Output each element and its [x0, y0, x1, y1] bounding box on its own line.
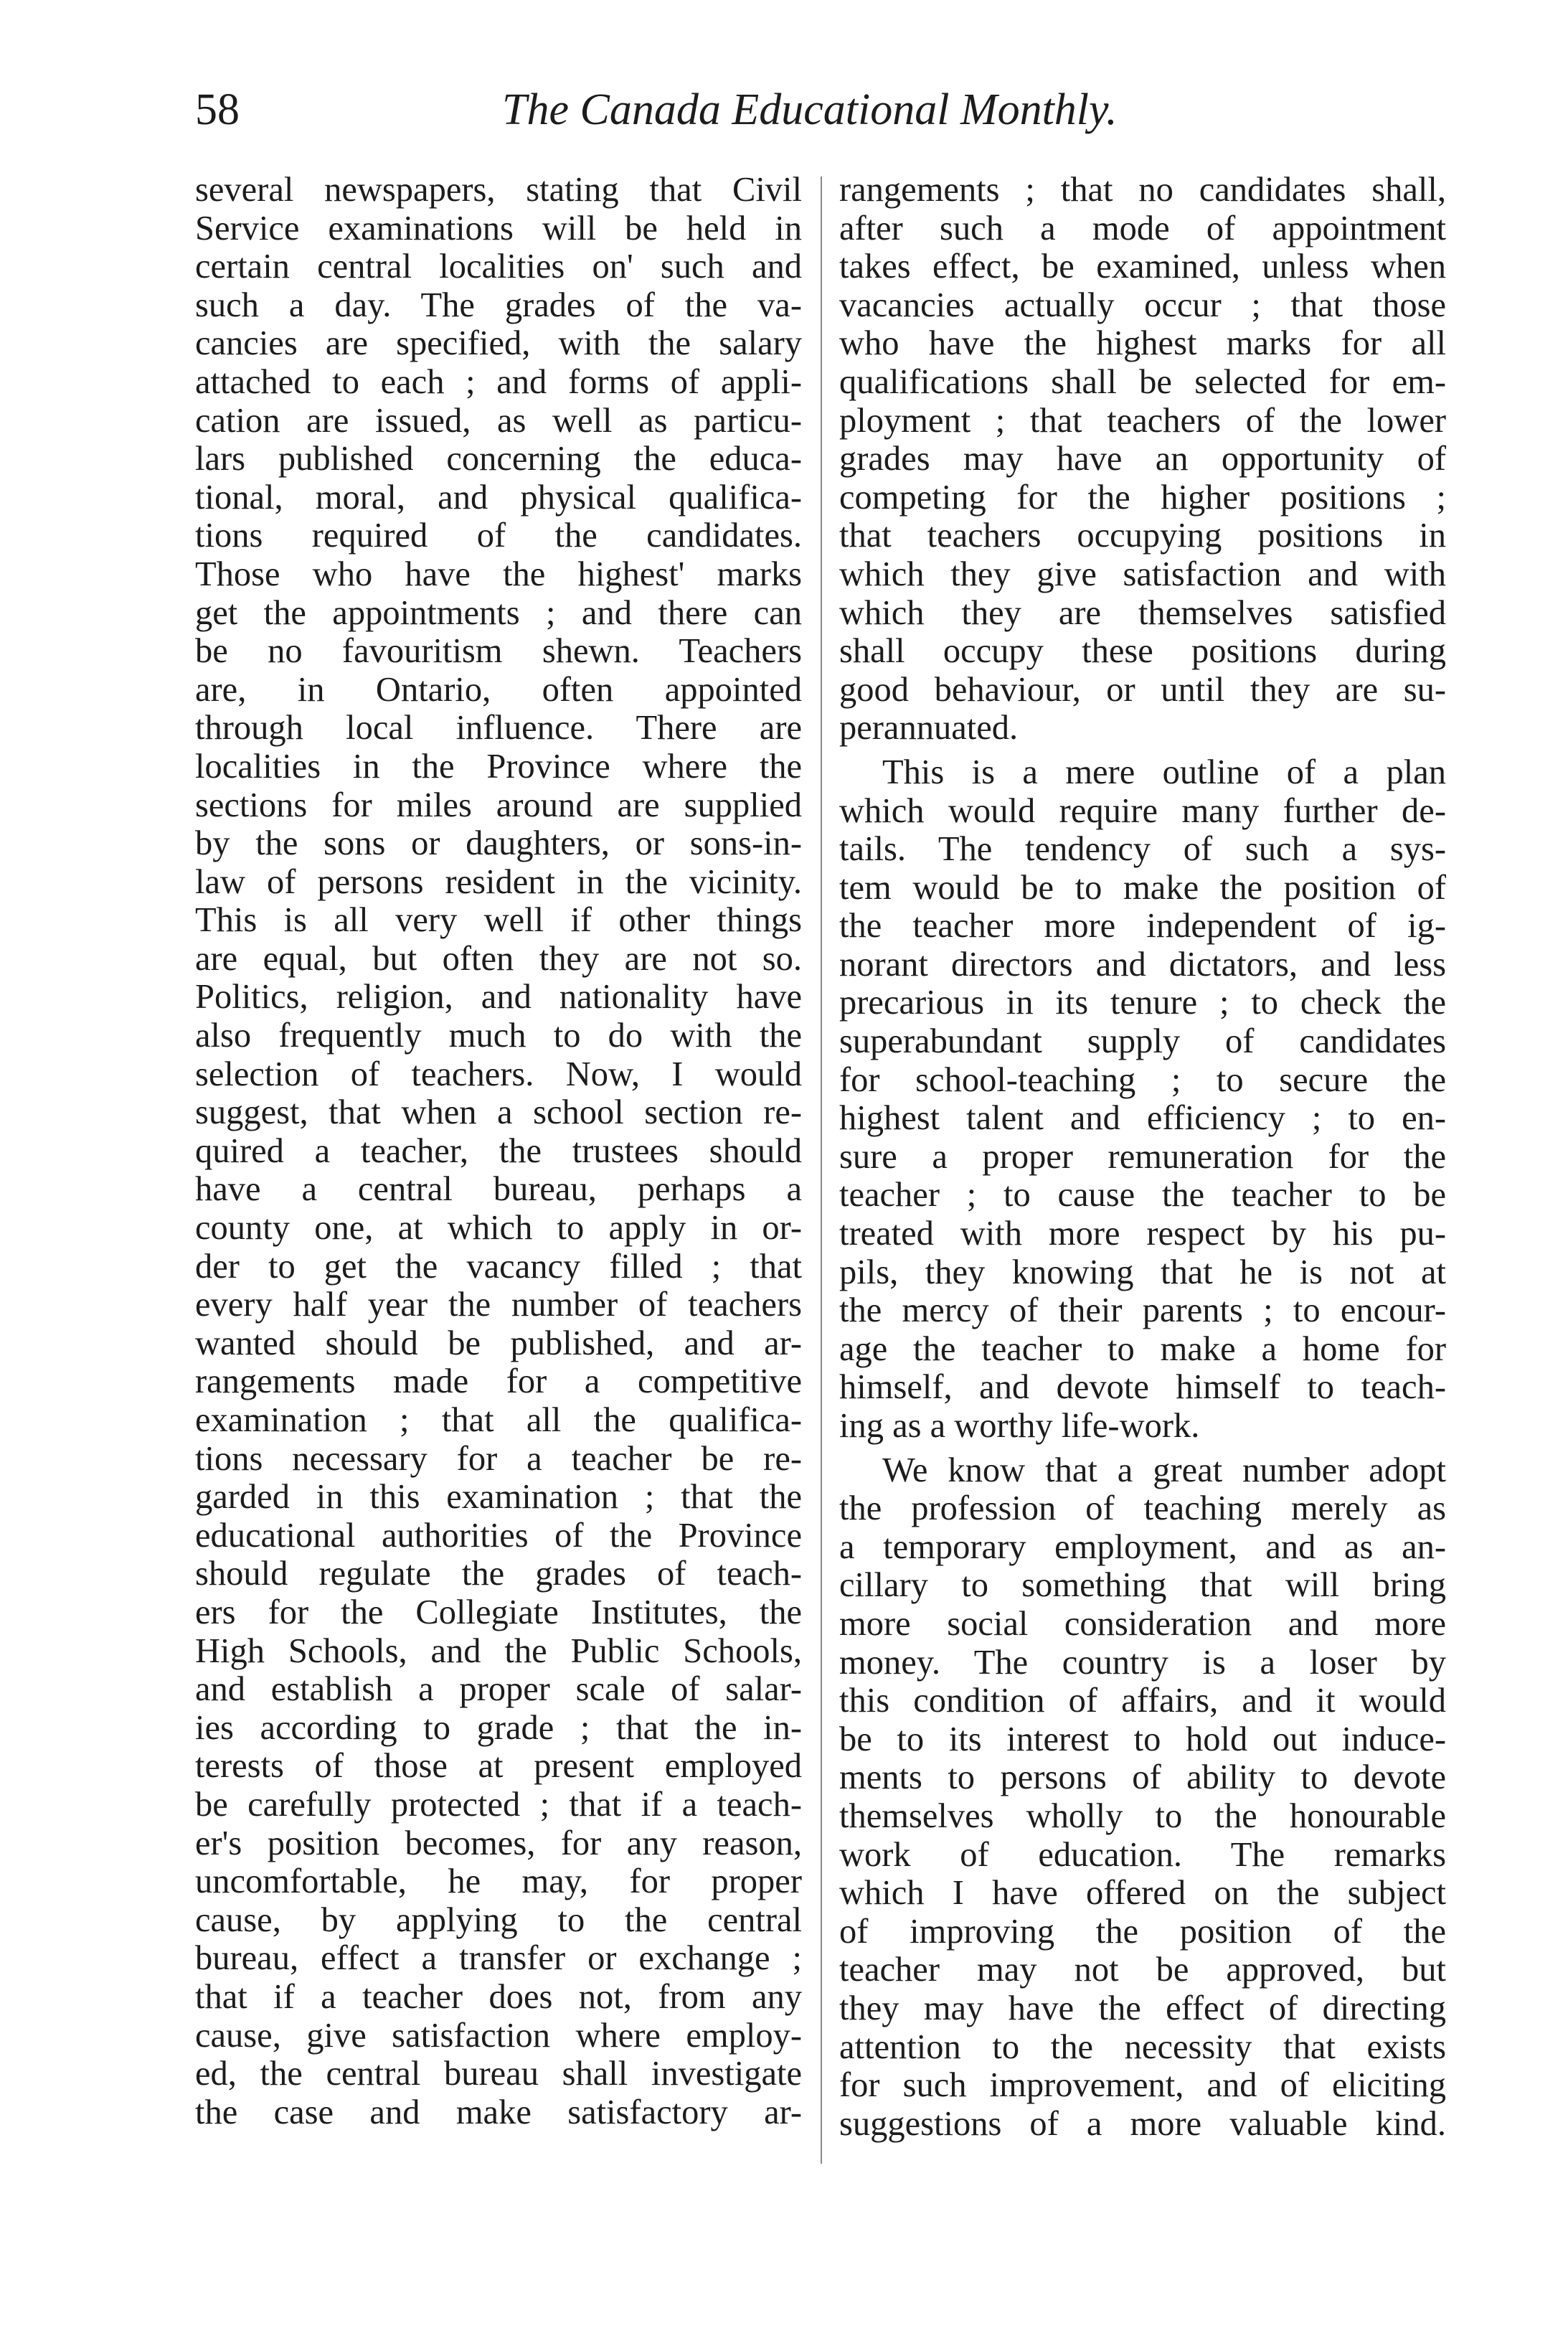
text-line: the mercy of their parents ; to encour- — [839, 1291, 1446, 1330]
text-line: this condition of affairs, and it would — [839, 1682, 1446, 1720]
text-line: terests of those at present employed — [195, 1747, 802, 1786]
text-line: tions required of the candidates. — [195, 517, 802, 555]
text-line: wanted should be published, and ar- — [195, 1324, 802, 1362]
text-line: ers for the Collegiate Institutes, the — [195, 1593, 802, 1631]
text-line: grades may have an opportunity of — [839, 440, 1446, 479]
text-line: age the teacher to make a home for — [839, 1329, 1446, 1368]
text-line: should regulate the grades of teach- — [195, 1555, 802, 1593]
text-line: get the appointments ; and there can — [195, 593, 802, 632]
text-line: which they give satisfaction and with — [839, 555, 1446, 593]
text-line: themselves wholly to the honourable — [839, 1796, 1446, 1835]
text-line: shall occupy these positions during — [839, 632, 1446, 671]
text-line: be carefully protected ; that if a teach- — [195, 1785, 802, 1824]
text-line: This is a mere outline of a plan — [882, 753, 1446, 791]
text-line: which I have offered on the subject — [839, 1874, 1446, 1913]
text-line: teacher may not be approved, but — [839, 1951, 1446, 1989]
text-line: High Schools, and the Public Schools, — [195, 1631, 802, 1670]
text-line: highest talent and efficiency ; to en- — [839, 1099, 1446, 1138]
text-line: himself, and devote himself to teach- — [839, 1368, 1446, 1407]
text-line: takes effect, be examined, unless when — [839, 248, 1446, 286]
text-line: for school-teaching ; to secure the — [839, 1060, 1446, 1099]
text-line: competing for the higher positions ; — [839, 478, 1446, 517]
text-line: that if a teacher does not, from any — [195, 1977, 802, 2016]
text-line: tails. The tendency of such a sys- — [839, 830, 1446, 869]
right-text-column — [839, 171, 1446, 2143]
text-line: sections for miles around are supplied — [195, 786, 802, 824]
page-header — [0, 0, 1568, 158]
text-line: which they are themselves satisfied — [839, 593, 1446, 632]
text-line: Politics, religion, and nationality have — [195, 978, 802, 1017]
text-line: have a central bureau, perhaps a — [195, 1170, 802, 1209]
text-line: the profession of teaching merely as — [839, 1489, 1446, 1528]
column-divider — [821, 176, 822, 2164]
text-line: pils, they knowing that he is not at — [839, 1253, 1446, 1291]
text-line: We know that a great number adopt — [882, 1451, 1446, 1489]
text-line: norant directors and dictators, and less — [839, 945, 1446, 984]
text-line: work of education. The remarks — [839, 1835, 1446, 1874]
text-line: be to its interest to hold out induce- — [839, 1720, 1446, 1758]
paragraph — [839, 1451, 1446, 2144]
paragraph — [839, 753, 1446, 1446]
text-line: good behaviour, or until they are su- — [839, 670, 1446, 709]
text-line: through local influence. There are — [195, 709, 802, 748]
text-line: qualifications shall be selected for em- — [839, 362, 1446, 401]
text-line: bureau, effect a transfer or exchange ; — [195, 1939, 802, 1978]
text-line: which would require many further de- — [839, 791, 1446, 830]
text-line: er's position becomes, for any reason, — [195, 1824, 802, 1862]
text-line: cillary to something that will bring — [839, 1566, 1446, 1605]
text-line: attention to the necessity that exists — [839, 2027, 1446, 2066]
text-line: by the sons or daughters, or sons-in- — [195, 824, 802, 863]
text-line: are, in Ontario, often appointed — [195, 670, 802, 709]
text-line: who have the highest marks for all — [839, 324, 1446, 363]
text-line: suggest, that when a school section re- — [195, 1093, 802, 1132]
paragraph — [839, 171, 1446, 748]
text-line: der to get the vacancy filled ; that — [195, 1247, 802, 1286]
text-line: the case and make satisfactory ar- — [195, 2093, 802, 2131]
text-line: a temporary employment, and as an- — [839, 1527, 1446, 1566]
text-line: cause, give satisfaction where employ- — [195, 2016, 802, 2055]
text-line: are equal, but often they are not so. — [195, 939, 802, 978]
text-line: precarious in its tenure ; to check the — [839, 984, 1446, 1022]
text-line: cause, by applying to the central — [195, 1900, 802, 1939]
text-line: tional, moral, and physical qualifica- — [195, 478, 802, 517]
text-line: of improving the position of the — [839, 1912, 1446, 1951]
text-line: more social consideration and more — [839, 1604, 1446, 1643]
text-line: rangements ; that no candidates shall, — [839, 171, 1446, 209]
text-line: tem would be to make the position of — [839, 868, 1446, 907]
text-line: ies according to grade ; that the in- — [195, 1708, 802, 1747]
running-title: The Canada Educational Monthly. — [502, 85, 1118, 134]
text-line: tions necessary for a teacher be re- — [195, 1439, 802, 1478]
text-line: such a day. The grades of the va- — [195, 286, 802, 324]
text-line: several newspapers, stating that Civil — [195, 171, 802, 209]
text-line: money. The country is a loser by — [839, 1643, 1446, 1682]
text-line: cancies are specified, with the salary — [195, 324, 802, 363]
text-line: This is all very well if other things — [195, 901, 802, 940]
text-line: ployment ; that teachers of the lower — [839, 401, 1446, 440]
text-line: they may have the effect of directing — [839, 1989, 1446, 2027]
text-line: every half year the number of teachers — [195, 1286, 802, 1324]
text-line: and establish a proper scale of salar- — [195, 1670, 802, 1709]
text-line: certain central localities on' such and — [195, 248, 802, 286]
text-line: also frequently much to do with the — [195, 1017, 802, 1055]
text-line: suggestions of a more valuable kind. — [839, 2104, 1446, 2143]
text-line: Service examinations will be held in — [195, 209, 802, 248]
text-line: lars published concerning the educa- — [195, 440, 802, 479]
text-line: localities in the Province where the — [195, 747, 802, 786]
text-line: after such a mode of appointment — [839, 209, 1446, 248]
text-line: rangements made for a competitive — [195, 1362, 802, 1401]
text-line: educational authorities of the Province — [195, 1516, 802, 1555]
text-line: for such improvement, and of eliciting — [839, 2066, 1446, 2105]
text-line: county one, at which to apply in or- — [195, 1209, 802, 1248]
text-line: Those who have the highest' marks — [195, 555, 802, 593]
text-line: that teachers occupying positions in — [839, 517, 1446, 555]
text-line: ments to persons of ability to devote — [839, 1758, 1446, 1797]
text-line: garded in this examination ; that the — [195, 1478, 802, 1517]
text-line: law of persons resident in the vicinity. — [195, 862, 802, 901]
text-line: cation are issued, as well as particu- — [195, 401, 802, 440]
text-line: ed, the central bureau shall investigate — [195, 2055, 802, 2093]
text-line: sure a proper remuneration for the — [839, 1137, 1446, 1176]
text-line: selection of teachers. Now, I would — [195, 1055, 802, 1093]
text-line: vacancies actually occur ; that those — [839, 286, 1446, 324]
text-line: treated with more respect by his pu- — [839, 1215, 1446, 1253]
text-line: superabundant supply of candidates — [839, 1022, 1446, 1061]
page-number: 58 — [195, 85, 240, 134]
text-line: be no favouritism shewn. Teachers — [195, 632, 802, 671]
text-line: the teacher more independent of ig- — [839, 907, 1446, 946]
text-line: perannuated. — [839, 709, 1019, 748]
text-line: attached to each ; and forms of appli- — [195, 362, 802, 401]
text-line: uncomfortable, he may, for proper — [195, 1862, 802, 1901]
left-text-column — [195, 171, 802, 2131]
text-line: quired a teacher, the trustees should — [195, 1131, 802, 1170]
text-line: ing as a worthy life-work. — [839, 1407, 1200, 1445]
text-line: examination ; that all the qualifica- — [195, 1401, 802, 1439]
text-line: teacher ; to cause the teacher to be — [839, 1176, 1446, 1215]
